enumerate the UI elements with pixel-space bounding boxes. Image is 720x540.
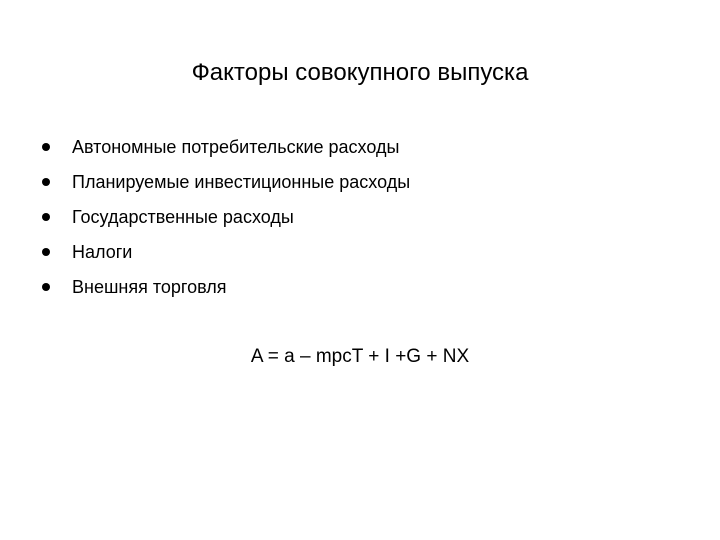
bullet-item [40,272,410,307]
bullet-text: Налоги [72,242,133,262]
bullet-item [40,132,410,167]
bullet-icon [42,178,50,186]
bullet-icon [42,283,50,291]
bullet-icon [42,248,50,256]
bullet-text: Внешняя торговля [72,277,227,297]
bullet-text: Планируемые инвестиционные расходы [72,172,411,192]
bullet-item [40,237,410,272]
bullet-icon [42,143,50,151]
bullet-item [40,167,410,202]
bullet-item [40,202,410,237]
bullet-text: Государственные расходы [72,207,294,227]
bullet-list [40,132,410,307]
formula: A = a – mpcT + I +G + NX [250,346,470,367]
bullet-text: Автономные потребительские расходы [72,137,400,157]
slide-title: Факторы совокупного выпуска [191,59,529,86]
bullet-icon [42,213,50,221]
